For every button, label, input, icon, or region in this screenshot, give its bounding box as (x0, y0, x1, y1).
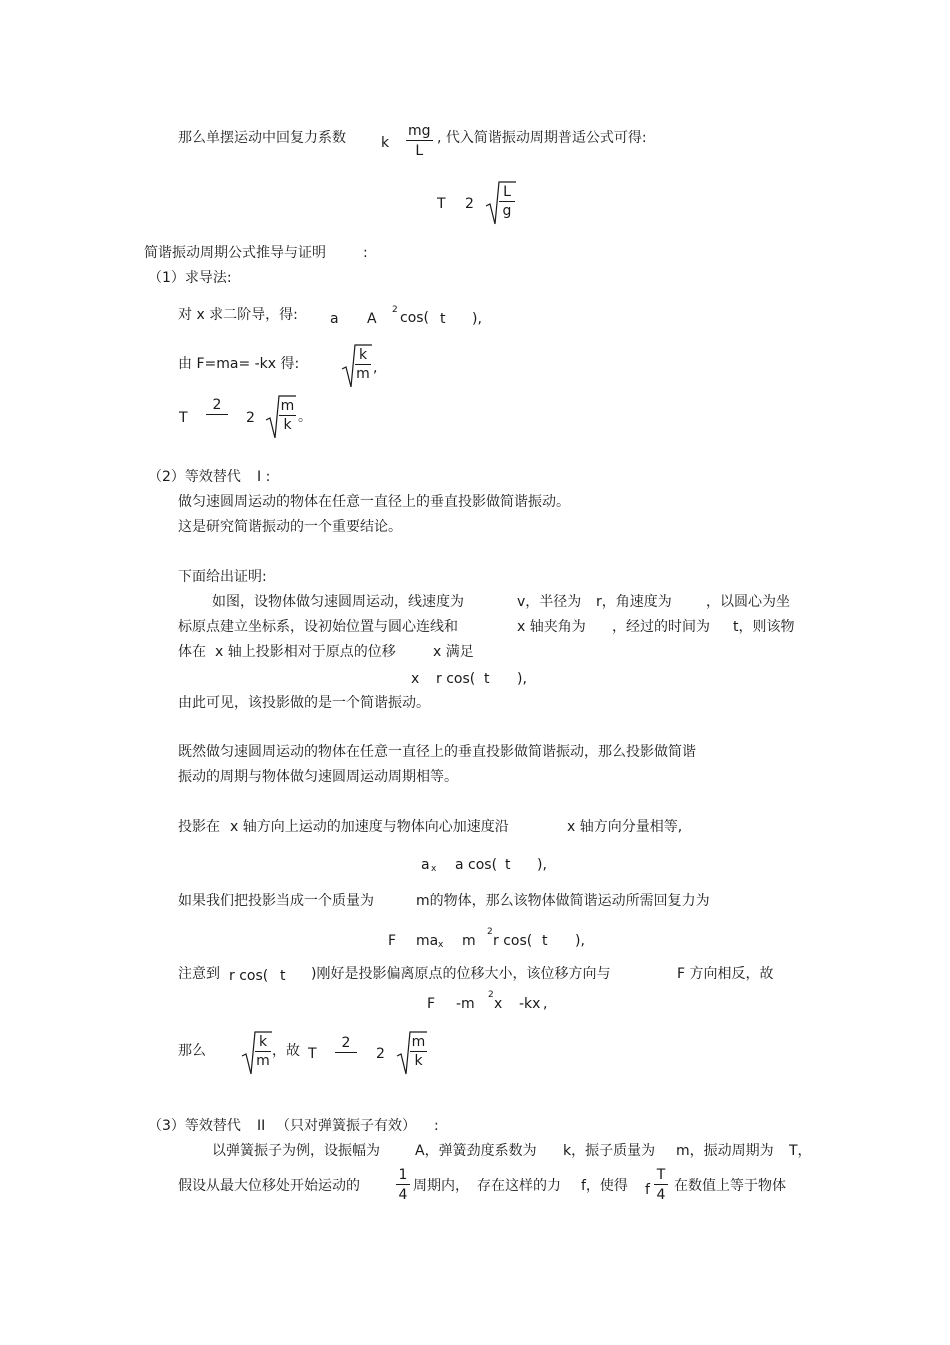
denominator: 4 (398, 1187, 408, 1203)
denominator: 4 (656, 1187, 666, 1203)
part2-p1: 做匀速圆周运动的物体在任意一直径上的垂直投影做简谐振动。 (178, 494, 570, 510)
part2-heading: （2）等效替代 (148, 469, 241, 485)
numerator: 1 (396, 1168, 410, 1185)
var-T: T (437, 196, 446, 212)
part3-note: （只对弹簧振子有效） (276, 1118, 416, 1134)
part3-l2d: f，使得 (581, 1178, 628, 1194)
part2-p6e: F 方向相反，故 (677, 966, 774, 982)
F-eq-F: F (388, 933, 397, 949)
proof-l1b: v，半径为 (517, 594, 582, 610)
F2-x: x (494, 996, 503, 1012)
F-eq-superscript: 2 (487, 927, 493, 937)
part3-l1b: A，弹簧劲度系数为 (415, 1143, 537, 1159)
part2-p3a: 既然做匀速圆周运动的物体在任意一直径上的垂直投影做简谐振动，那么投影做简谐 (178, 744, 696, 760)
proof-l2a: 标原点建立坐标系，设初始位置与圆心连线和 (178, 619, 458, 635)
part1-heading: （1）求导法: (148, 270, 232, 286)
denominator: k (414, 1053, 423, 1069)
number-2: 2 (465, 196, 474, 212)
proof-l2b: x 轴夹角为 (517, 619, 586, 635)
var-a: a (330, 311, 339, 327)
part1-line1-text: 对 x 求二阶导，得: (178, 307, 298, 323)
cos-text: cos( (400, 310, 430, 326)
period-mark: 。 (298, 409, 312, 425)
section-colon: : (363, 245, 368, 261)
roman-II: II (257, 1118, 266, 1134)
proof-l3c: x 满足 (433, 644, 474, 660)
proof-l1d: ，以圆心为坐 (706, 594, 790, 610)
part2-p6b: r cos( (229, 968, 269, 984)
F2-rhs2: -kx (519, 996, 541, 1012)
conclusion: 由此可见，该投影做的是一个简谐振动。 (178, 695, 430, 711)
fraction-2-over-omega-final (335, 1036, 357, 1056)
sqrt-m-over-k (266, 394, 298, 440)
number-2: 2 (246, 410, 255, 426)
numerator: mg (408, 123, 431, 139)
proof-l2d: t，则该物 (733, 619, 795, 635)
F-eq-subscript: x (438, 940, 444, 950)
denominator: k (283, 417, 292, 433)
eq-rcos: r cos( (436, 671, 476, 687)
var-T: T (179, 410, 188, 426)
section-title: 简谐振动周期公式推导与证明 (144, 245, 326, 261)
final-2: 2 (376, 1046, 385, 1062)
denominator: L (415, 143, 424, 159)
fraction-2-over-omega (206, 398, 228, 418)
part3-l2c: 存在这样的力 (477, 1178, 561, 1194)
part2-p3b: 振动的周期与物体做匀速圆周运动周期相等。 (178, 769, 458, 785)
var-k: k (381, 135, 390, 151)
part3-l1c: k，振子质量为 (563, 1143, 656, 1159)
proof-title: 下面给出证明: (178, 569, 267, 585)
numerator: 2 (206, 398, 228, 415)
roman-I: I : (257, 469, 271, 485)
proof-l2c: ，经过的时间为 (612, 619, 710, 635)
eq-x: x (411, 671, 420, 687)
F-eq-t: t (542, 933, 548, 949)
fraction-T-over-4 (654, 1168, 668, 1202)
proof-l3a: 体在 (178, 644, 206, 660)
ax-a: a (421, 857, 430, 873)
denominator: g (502, 203, 512, 219)
F-eq-m: m (462, 933, 476, 949)
close-paren: ), (472, 311, 482, 327)
F-eq-ma: ma (416, 933, 439, 949)
numerator: k (355, 348, 371, 365)
denominator (206, 415, 228, 418)
var-t: t (440, 311, 446, 327)
denominator: m (356, 366, 370, 382)
F-eq-rcos: r cos( (493, 933, 533, 949)
proof-l3b: x 轴上投影相对于原点的位移 (215, 644, 396, 660)
part2-p6d: )刚好是投影偏离原点的位移大小，该位移方向与 (311, 966, 611, 982)
part2-p2: 这是研究简谐振动的一个重要结论。 (178, 519, 402, 535)
F2-rhs1: -m (456, 996, 475, 1012)
final-T: T (308, 1046, 317, 1062)
part3-heading: （3）等效替代 (148, 1118, 241, 1134)
fraction-one-quarter (396, 1168, 410, 1202)
numerator: m (411, 1034, 426, 1050)
part1-line2-text: 由 F=ma= -kx 得: (178, 356, 300, 372)
numerator: 2 (335, 1036, 357, 1053)
numerator: T (654, 1168, 668, 1185)
sqrt-k-over-m-final (242, 1030, 272, 1076)
intro-text: 那么单摆运动中回复力系数 (178, 130, 346, 146)
part2-p6a: 注意到 (178, 966, 220, 982)
var-A: A (367, 311, 377, 327)
F2-F: F (427, 996, 436, 1012)
ax-t: t (505, 857, 511, 873)
superscript-2: 2 (392, 305, 398, 315)
part3-l2a: 假设从最大位移处开始运动的 (178, 1178, 360, 1194)
part3-l2b: 周期内， (413, 1178, 469, 1194)
final-text-b: ，故 (272, 1043, 300, 1059)
part2-p4c: x 轴方向分量相等, (567, 819, 683, 835)
numerator: m (280, 398, 295, 414)
part3-l1e: T， (789, 1143, 812, 1159)
part2-p5b: m的物体，那么该物体做简谐运动所需回复力为 (416, 893, 710, 909)
part2-p4b: x 轴方向上运动的加速度与物体向心加速度沿 (230, 819, 509, 835)
part3-l2e: 在数值上等于物体 (674, 1178, 786, 1194)
final-text-a: 那么 (178, 1043, 206, 1059)
sqrt-k-over-m (342, 343, 372, 389)
F2-comma: , (543, 996, 548, 1012)
part3-l1d: m，振动周期为 (676, 1143, 774, 1159)
sqrt-m-over-k-final (397, 1030, 429, 1076)
ax-close: ), (537, 857, 547, 873)
part3-colon: : (434, 1118, 439, 1134)
fraction-mg-over-L (406, 124, 433, 158)
proof-l1a: 如图，设物体做匀速圆周运动，线速度为 (212, 594, 464, 610)
numerator: L (499, 185, 515, 202)
eq-t: t (484, 671, 490, 687)
sqrt-L-over-g (486, 180, 518, 226)
comma: , (373, 360, 378, 376)
ax-rhs: a cos( (455, 857, 498, 873)
part3-f: f (645, 1182, 650, 1198)
denominator (335, 1053, 357, 1056)
F-eq-close: ), (575, 933, 585, 949)
proof-l1c: r，角速度为 (596, 594, 672, 610)
intro-tail: , 代入简谐振动周期普适公式可得: (437, 130, 647, 146)
eq-close: ), (517, 671, 527, 687)
part2-p6c: t (280, 968, 286, 984)
part3-l1a: 以弹簧振子为例，设振幅为 (212, 1143, 380, 1159)
F2-superscript: 2 (488, 990, 494, 1000)
ax-subscript: x (431, 864, 437, 874)
part2-p4a: 投影在 (178, 819, 220, 835)
denominator: m (256, 1053, 270, 1069)
numerator: k (255, 1035, 271, 1052)
part2-p5a: 如果我们把投影当成一个质量为 (178, 893, 374, 909)
